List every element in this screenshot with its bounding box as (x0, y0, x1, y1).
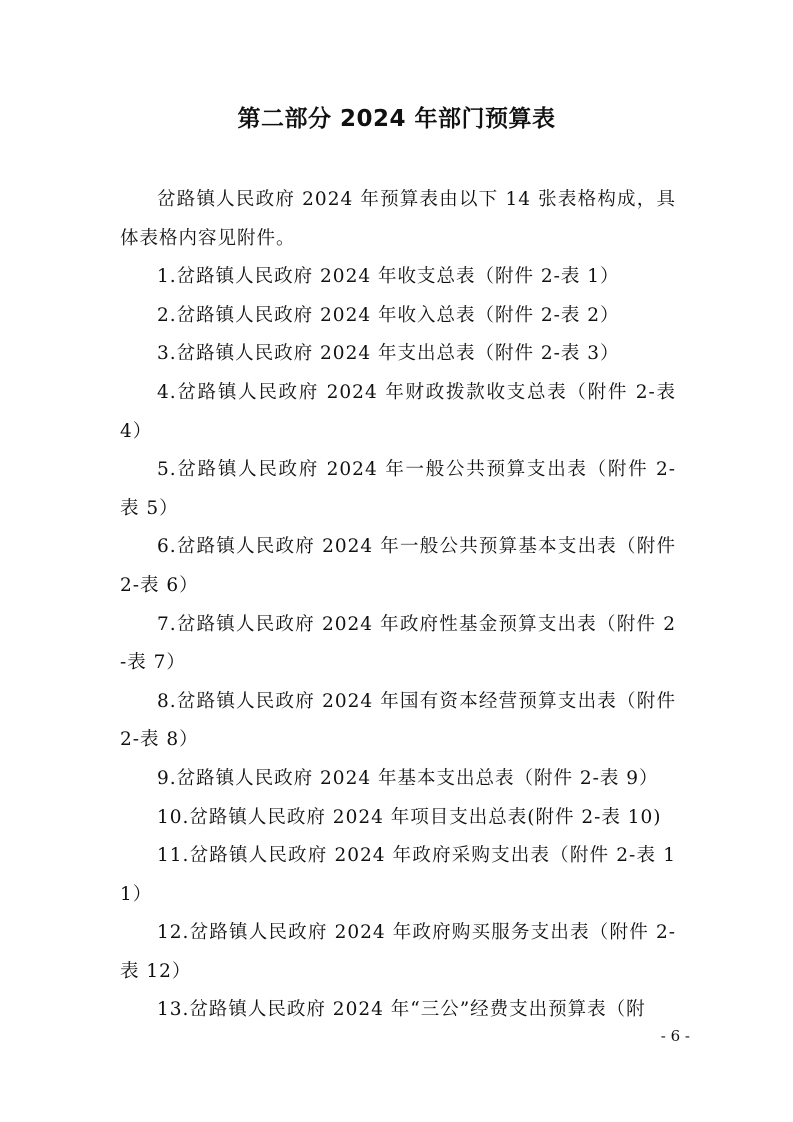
list-item: 9.岔路镇人民政府 2024 年基本支出总表（附件 2-表 9） (157, 767, 659, 789)
list-item: 13.岔路镇人民政府 2024 年“三公”经费支出预算表（附 (157, 999, 646, 1021)
list-item: 1.岔路镇人民政府 2024 年收支总表（附件 2-表 1） (157, 266, 620, 288)
list-item: 12.岔路镇人民政府 2024 年政府购买服务支出表（附件 2-表 12） (120, 922, 676, 982)
page-title: 第二部分 2024 年部门预算表 (237, 106, 556, 132)
list-item: 7.岔路镇人民政府 2024 年政府性基金预算支出表（附件 2-表 7） (120, 613, 676, 674)
list-item: 10.岔路镇人民政府 2024 年项目支出总表(附件 2-表 10) (157, 806, 662, 828)
page-number: - 6 - (660, 1027, 690, 1045)
list-item: 11.岔路镇人民政府 2024 年政府采购支出表（附件 2-表 11） (120, 845, 676, 905)
list-item: 8.岔路镇人民政府 2024 年国有资本经营预算支出表（附件 2-表 8） (120, 690, 676, 751)
list-item: 3.岔路镇人民政府 2024 年支出总表（附件 2-表 3） (157, 343, 620, 365)
intro-paragraph: 岔路镇人民政府 2024 年预算表由以下 14 张表格构成，具体表格内容见附件。 (120, 189, 676, 249)
list-item: 5.岔路镇人民政府 2024 年一般公共预算支出表（附件 2-表 5） (120, 459, 676, 519)
list-item: 2.岔路镇人民政府 2024 年收入总表（附件 2-表 2） (157, 304, 620, 326)
list-item: 4.岔路镇人民政府 2024 年财政拨款收支总表（附件 2-表 4） (120, 381, 676, 442)
list-item: 6.岔路镇人民政府 2024 年一般公共预算基本支出表（附件 2-表 6） (120, 536, 676, 596)
body-text (120, 181, 676, 1030)
